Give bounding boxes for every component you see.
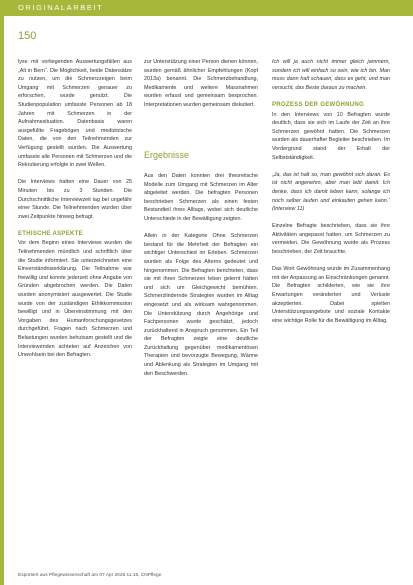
paragraph: lyse mit vorliegenden Auswertungsfällen aus „Alt in Bern“. Die Möglichkeit, beide Datensätze zu nutzen, um die Schmerzzeigen beim Umgang mit Schmerzen genauer zu erforschen, wurde genutzt. Die Studienpopulation umfasste Personen ab 18 Jahren mit Schmerzen in der Aufnahmesituation. Datenbasis waren ausgefüllte Fragebögen und medizinische Daten, die von den Teilnehmenden zur Verfügung gestellt wurden. Die Auswertung umfasste alle Personen mit Schmerzen und die Rekrutierung erfolgte in zwei Wellen. [18, 59, 132, 169]
paragraph: Das Wort Gewöhnung wurde im Zusammenhang mit der Anpassung an Einschränkungen genannt. Die Befragten schilderten, wie sie ihre Erwartungen veränderten und Verluste akzeptierten. Dabei spielten Unterstützungsangebote und soziale Kontakte eine wichtige Rolle für die Bewältigung im Alltag. [272, 266, 390, 324]
footer-export-note: Exportiert aus Pflegewissenschaft am 07 Apr 2025 11:16, CNPflege [18, 573, 162, 578]
paragraph: Einzelne Befragte beschrieben, dass sie ihre Aktivitäten angepasst hatten, um Schmerzen zu vermeiden. Die Gewöhnung wurde als Prozess beschrieben, der Zeit brauchte. [272, 223, 390, 256]
text-column-2 [144, 172, 258, 378]
section-title: ORIGINALARBEIT [18, 3, 104, 12]
subheading: ETHISCHE ASPEKTE [18, 230, 83, 237]
quote-paragraph: Ich will ja auch nicht immer gleich jammern, sondern ich will einfach so sein, wie ich bin. Man muss dann halt schauen, dass es geht, und man versucht, das Beste daraus zu machen. [272, 59, 390, 91]
side-accent-bar [0, 0, 4, 585]
paragraph: In den Interviews von 10 Befragten wurde deutlich, dass sie sich im Laufe der Zeit an ihre Schmerzen gewöhnt hatten. Die Schmerzen wurden als dauerhafter Begleiter beschrieben. Im Vordergrund stand der Erhalt der Selbstständigkeit. [272, 111, 390, 161]
paragraph: Allein in der Kategorie Ohne Schmerzen bestand für die Mehrheit der Befragten ein wichtiger Unterschied im Erleben. Schmerzen wurden als Folge des Alterns gedeutet und hingenommen. Die Befragten berichteten, dass sie mit ihren Schmerzen leben gelernt hätten und sich um Gleichgewicht bemühten. Schmerzlindernde Strategien wurden im Alltag eingesetzt und als wirksam wahrgenommen. Die Unterstützung durch Angehörige und Fachpersonen wurde geschätzt, jedoch zurückhaltend in Anspruch genommen. Ein Teil der Befragten zeigte eine deutliche Zurückhaltung gegenüber medikamentösen Therapien und bevorzugte Bewegung, Wärme und Ablenkung als Strategien im Umgang mit den Beschwerden. [144, 233, 258, 377]
paragraph: zur Unterstützung einer Person dienen können, wurden gemäß ähnlicher Empfehlungen (Kopf 2013a) benannt. Die Schmerzbehandlung, Medikamente und weitere Massnahmen wurden erfasst und gemeinsam besprochen. Interpretationen wurden gemeinsam diskutiert. [144, 59, 258, 108]
subheading: PROZESS DER GEWÖHNUNG [272, 101, 364, 108]
page-number: 150 [18, 30, 37, 42]
section-title-results: Ergebnisse [144, 150, 190, 160]
quote-paragraph: „Ja, das ist halt so, man gewöhnt sich daran. Es ist nicht angenehm, aber man lebt damit. Ich denke, dass ich damit leben kann, solange ich noch selber laufen und einkaufen gehen kann.“ (Interview 11) [272, 171, 390, 213]
paragraph: Die Interviews hatten eine Dauer von 25 Minuten bis zu 3 Stunden. Die Durchschnittliche Interviewzeit lag bei ungefähr einer Stunde. Die Teilnehmenden wurden über zwei Zeitpunkte hinweg befragt. [18, 179, 132, 220]
text-column-2-top [144, 58, 258, 110]
text-column-3 [272, 58, 390, 325]
paragraph: Vor dem Beginn eines Interviews wurden die Teilnehmenden mündlich und schriftlich über die Studie informiert. Sie unterzeichneten eine Einverständniserklärung. Die Teilnahme war freiwillig und konnte jederzeit ohne Angabe von Gründen abgebrochen werden. Die Daten wurden anonymisiert ausgewertet. Die Studie wurde von der zuständigen Ethikkommission bewilligt und in Übereinstimmung mit den Vorgaben des Humanforschungsgesetzes durchgeführt. Fragen nach Schmerzen und Belastungen wurden behutsam gestellt und die Interviewenden achteten auf Anzeichen von Unwohlsein bei den Befragten. [18, 240, 132, 359]
section-header-band [0, 0, 413, 16]
paragraph: Aus den Daten konnten drei theoretische Modelle zum Umgang mit Schmerzen im Alter abgeleitet werden. Die befragten Personen beschrieben Schmerzen als einen festen Bestandteil ihres Alltags, wobei sich deutliche Unterschiede in der Bewältigung zeigten. [144, 173, 258, 222]
text-column-1 [18, 58, 132, 360]
